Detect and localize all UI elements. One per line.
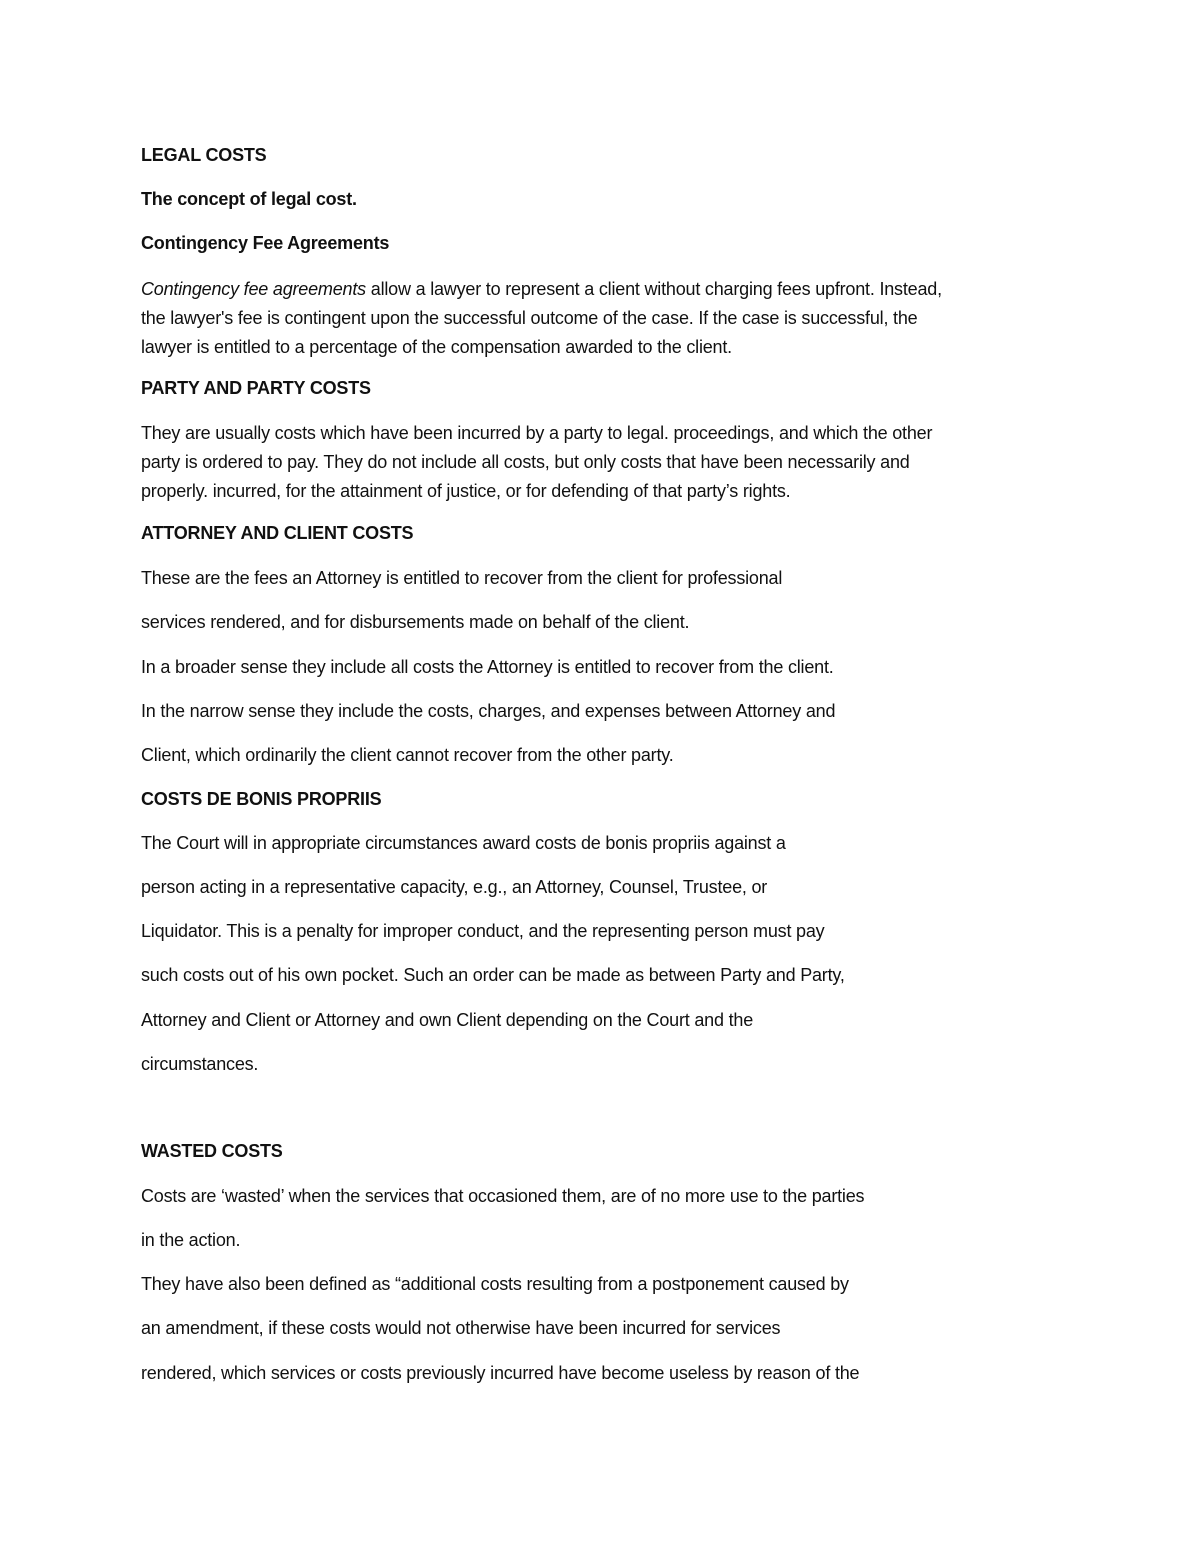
paragraph-line: properly. incurred, for the attainment of justice, or for defending of that party’s rights. [141,481,791,501]
paragraph-line: In a broader sense they include all costs the Attorney is entitled to recover from the client. [141,657,834,677]
heading-wasted-costs: WASTED COSTS [141,1141,283,1161]
heading-contingency-fee: Contingency Fee Agreements [141,233,390,253]
paragraph-line: Attorney and Client or Attorney and own Client depending on the Court and the [141,1010,754,1030]
paragraph-line: They have also been defined as “additional costs resulting from a postponement caused by [141,1274,849,1294]
paragraph-line [141,278,942,300]
paragraph-line: circumstances. [141,1054,259,1074]
document-title: LEGAL COSTS [141,145,267,165]
paragraph-line: The Court will in appropriate circumstances award costs de bonis propriis against a [141,833,786,853]
paragraph-line: lawyer is entitled to a percentage of the compensation awarded to the client. [141,337,732,357]
paragraph-line: These are the fees an Attorney is entitled to recover from the client for professional [141,568,783,588]
paragraph-line: They are usually costs which have been incurred by a party to legal. proceedings, and which the other [141,423,933,443]
paragraph-line: party is ordered to pay. They do not include all costs, but only costs that have been necessarily and [141,452,910,472]
heading-party-costs: PARTY AND PARTY COSTS [141,378,371,398]
paragraph-line: Costs are ‘wasted’ when the services that occasioned them, are of no more use to the parties [141,1186,865,1206]
paragraph-line: the lawyer's fee is contingent upon the successful outcome of the case. If the case is successful, the [141,308,918,328]
heading-attorney-client-costs: ATTORNEY AND CLIENT COSTS [141,523,414,543]
contingency-term: Contingency fee agreements [141,279,366,299]
paragraph-line: Liquidator. This is a penalty for improper conduct, and the representing person must pay [141,921,825,941]
paragraph-line: in the action. [141,1230,241,1250]
heading-costs-de-bonis-propriis: COSTS DE BONIS PROPRIIS [141,789,382,809]
paragraph-line: services rendered, and for disbursements made on behalf of the client. [141,612,690,632]
paragraph-line: such costs out of his own pocket. Such an order can be made as between Party and Party, [141,965,845,985]
paragraph-line: rendered, which services or costs previously incurred have become useless by reason of the [141,1363,860,1383]
paragraph-line: In the narrow sense they include the costs, charges, and expenses between Attorney and [141,701,836,721]
paragraph-line: Client, which ordinarily the client cannot recover from the other party. [141,745,674,765]
paragraph-text: allow a lawyer to represent a client without charging fees upfront. Instead, [370,279,942,299]
paragraph-line: person acting in a representative capacity, e.g., an Attorney, Counsel, Trustee, or [141,877,768,897]
document-subtitle: The concept of legal cost. [141,189,357,209]
paragraph-line: an amendment, if these costs would not otherwise have been incurred for services [141,1318,781,1338]
